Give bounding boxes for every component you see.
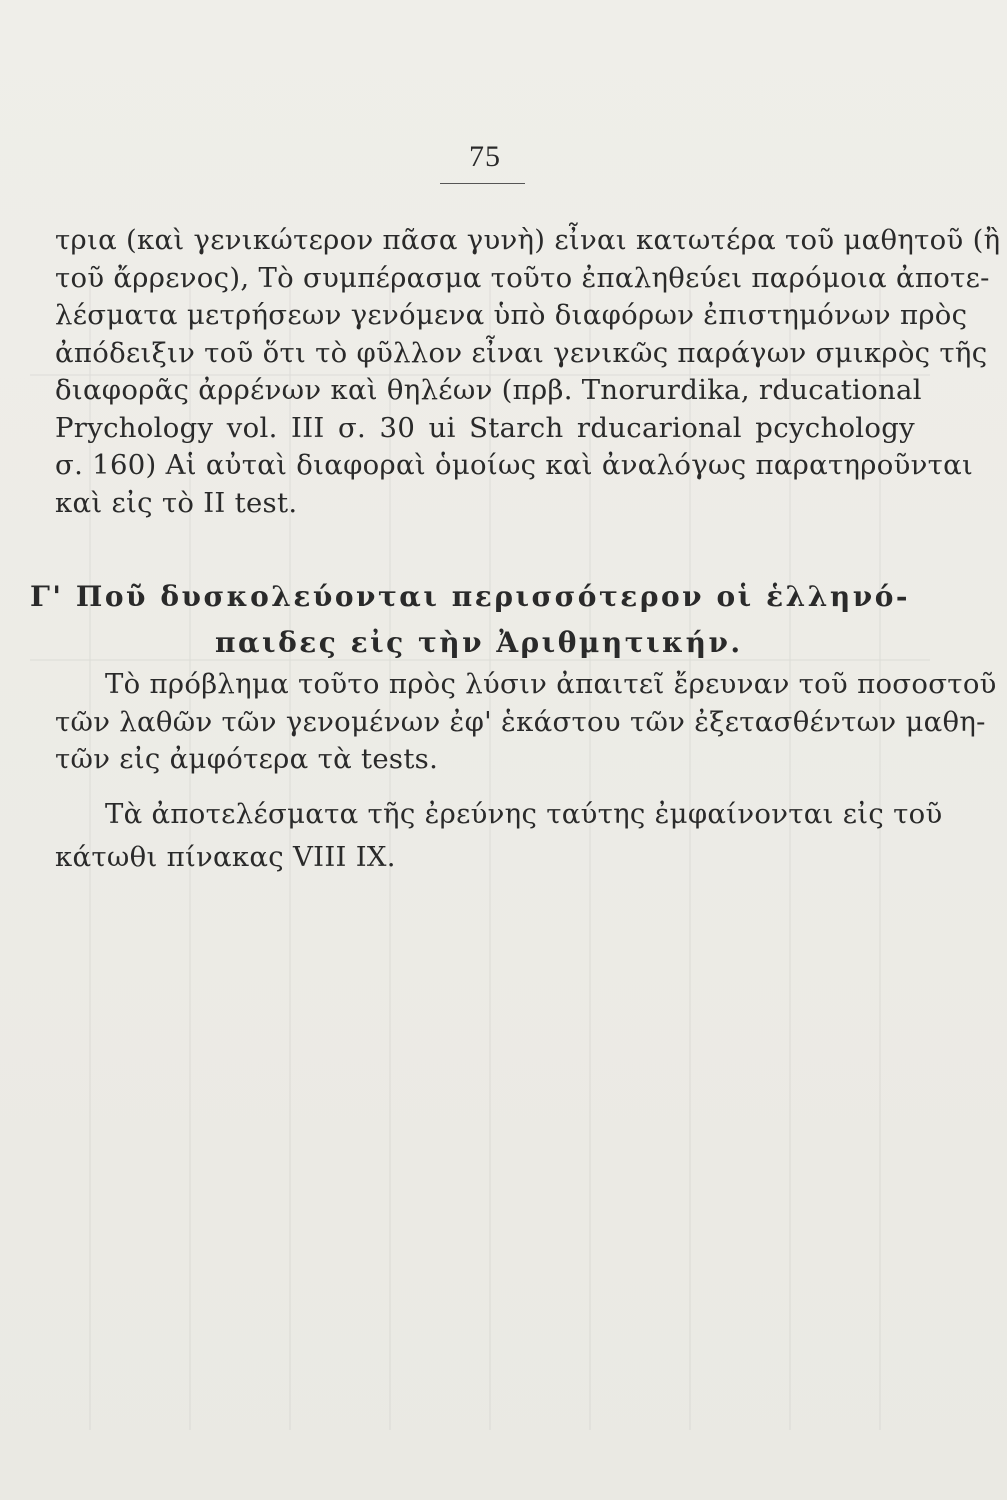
paragraph <box>55 796 943 877</box>
text-line: τῶν εἰς ἀμφότερα τὰ tests. <box>55 743 439 775</box>
text-line: τῶν λαθῶν τῶν γενομένων ἐφ' ἑκάστου τῶν ἐξετασθέντων μαθη- <box>55 705 986 738</box>
heading-line: Γ' Ποῦ δυσκολεύονται περισσότερον οἱ ἑλληνό- <box>30 580 910 613</box>
text-line: λέσματα μετρήσεων γενόμενα ὑπὸ διαφόρων ἐπιστημόνων πρὸς <box>55 299 968 331</box>
section-heading <box>30 577 910 661</box>
text-line: Τὸ πρόβλημα τοῦτο πρὸς λύσιν ἀπαιτεῖ ἔρευναν τοῦ ποσοστοῦ <box>105 668 997 700</box>
paragraph <box>55 666 997 779</box>
text-line: Τὰ ἀποτελέσματα τῆς ἐρεύνης ταύτης ἐμφαίνονται εἰς τοῦ <box>105 798 943 830</box>
heading-line: παιδες εἰς τὴν Ἀριθμητικήν. <box>215 626 743 659</box>
text-line: τρια (καὶ γενικώτερον πᾶσα γυνὴ) εἶναι κατωτέρα τοῦ μαθητοῦ (ἢ <box>55 224 1001 256</box>
text-line: καὶ εἰς τὸ II test. <box>55 486 298 519</box>
page-number-rule <box>440 183 525 184</box>
page-number: 75 <box>469 140 501 173</box>
text-line: τοῦ ἄρρενος), Τὸ συμπέρασμα τοῦτο ἐπαληθεύει παρόμοια ἀποτε- <box>55 261 990 294</box>
text-line: Prychology vol. III σ. 30 ui Starch rducarional pcychology <box>55 411 915 444</box>
paragraph-continuation <box>55 222 1001 522</box>
text-line: κάτωθι πίνακας VIII IX. <box>55 841 396 873</box>
text-line: ἀπόδειξιν τοῦ ὅτι τὸ φῦλλον εἶναι γενικῶς παράγων σμικρὸς τῆς <box>55 336 988 369</box>
text-line: σ. 160) Αἱ αὐταὶ διαφοραὶ ὁμοίως καὶ ἀναλόγως παρατηροῦνται <box>55 449 974 481</box>
text-line: διαφορᾶς ἀρρένων καὶ θηλέων (πρβ. Tnorurdika, rducational <box>55 374 922 406</box>
